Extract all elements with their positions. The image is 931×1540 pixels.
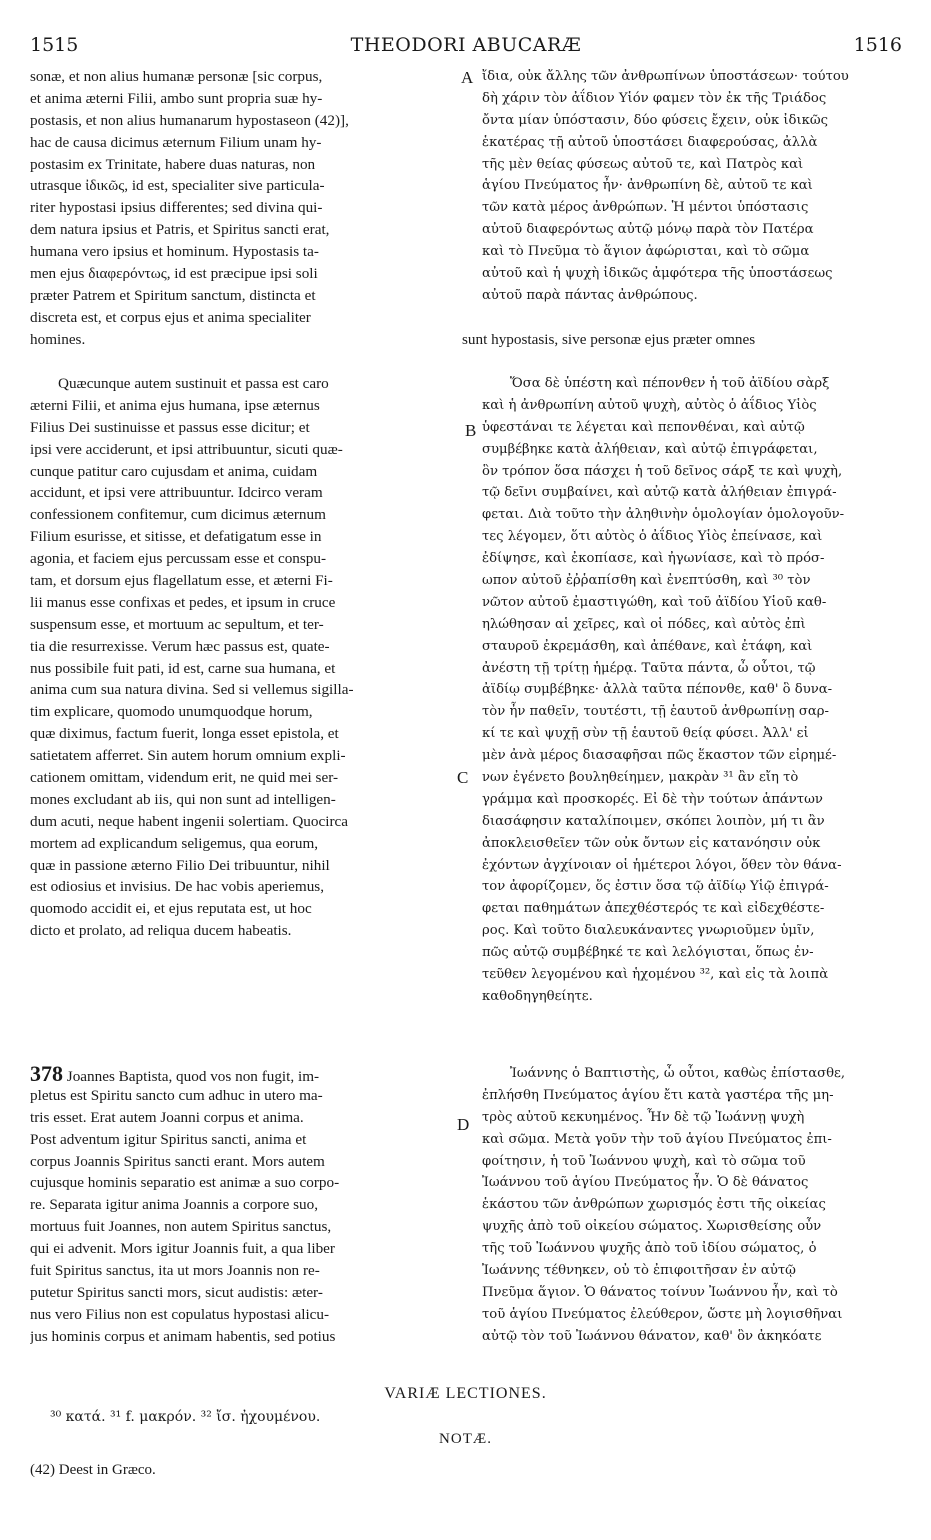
text-line: satietatem afferret. Sin autem horum omnium expli- xyxy=(30,747,346,765)
text-line: putetur Spiritus sancti mors, sicut audistis: æter- xyxy=(30,1283,323,1301)
text-line: ηλώθησαν αἱ χεῖρες, καὶ οἱ πόδες, καὶ αὐτὸς ἐπὶ xyxy=(482,616,806,632)
text-line: ἑκατέρας τῇ αὐτοῦ ὑποστάσει διαφερούσας, ἀλλὰ xyxy=(482,134,818,150)
text-line: Ὅσα δὲ ὑπέστη καὶ πέπονθεν ἡ τοῦ ἀϊδίου σὰρξ xyxy=(510,376,830,391)
text-line: καὶ τὸ Πνεῦμα τὸ ἅγιον ἀφώρισται, καὶ τὸ σῶμα xyxy=(482,244,810,260)
text-line: pletus est Spiritu sancto cum adhuc in utero ma- xyxy=(30,1086,323,1104)
text-line: ἐπλήσθη Πνεύματος ἁγίου ἔτι κατὰ γαστέρα τῆς μη- xyxy=(482,1087,834,1103)
text-line: τῶν κατὰ μέρος ἀνθρώπων. Ἡ μέντοι ὑπόστασις xyxy=(482,200,809,216)
text-line: qui ei advenit. Mors igitur Joannis fuit, a qua liber xyxy=(30,1240,335,1258)
text-line: ἴδια, οὐκ ἄλλης τῶν ἀνθρωπίνων ὑποστάσεων· τούτου xyxy=(482,69,849,84)
latin-block-3 xyxy=(30,1063,455,1348)
text-line: γράμμα καὶ προσκορές. Εἰ δὲ τὴν τούτων ἁπάντων xyxy=(482,791,823,807)
text-line: συμβέβηκε κατὰ ἀλήθειαν, καὶ αὐτῷ ἐπιγράφεται, xyxy=(482,441,818,457)
text-line: Filius Dei sustinuisse et passus esse dicitur; et xyxy=(30,418,310,436)
notae-title: NOTÆ. xyxy=(439,1431,492,1447)
text-line: τῷ δεῖνι συμβαίνει, καὶ αὐτῷ κατὰ ἀλήθειαν ἐπιγρά- xyxy=(482,485,837,501)
text-line: anima cum sua natura divina. Sed si vellemus sigilla- xyxy=(30,681,354,699)
spanning-line xyxy=(462,329,904,351)
text-line: cujusque hominis separatio est animæ a suo corpo- xyxy=(30,1174,340,1192)
text-line: ἀνέστη τῇ τρίτῃ ἡμέρᾳ. Ταῦτα πάντα, ὦ οὗτοι, τῷ xyxy=(482,660,816,676)
text-line: Ἰωάννης ὁ Βαπτιστὴς, ὦ οὗτοι, καθὼς ἐπίστασθε, xyxy=(510,1066,846,1081)
text-line: ἑκάστου τῶν ἀνθρώπων χωρισμός ἐστι τῆς οἰκείας xyxy=(482,1197,826,1213)
text-line: φοίτησιν, ἡ τοῦ Ἰωάννου ψυχὴ, καὶ τὸ σῶμα τοῦ xyxy=(482,1153,806,1169)
text-line: æterni Filii, et anima ejus humana, ipse æternus xyxy=(30,396,320,414)
text-line: est odiosius et invisius. De hac vobis aperiemus, xyxy=(30,878,325,896)
text-line: nus vero Filius non est copulatus hypostasi alicu- xyxy=(30,1305,330,1323)
text-line: postasim ex Trinitate, habere duas naturas, non xyxy=(30,155,316,173)
text-line: τὸν ἦν παθεῖν, τουτέστι, τῇ ἑαυτοῦ ἀνθρωπίνῃ σαρ- xyxy=(482,704,829,720)
text-line: ἐχόντων ἀγχίνοιαν οἱ ἡμέτεροι λόγοι, ὅθεν τὸν θάνα- xyxy=(482,857,842,873)
text-line: lii manus esse confixas et pedes, et ipsum in cruce xyxy=(30,593,336,611)
text-line: nus possibile fuit pati, id est, carne sua humana, et xyxy=(30,659,336,677)
text-line: corpus Joannis Spiritus sancti erant. Mors autem xyxy=(30,1152,325,1170)
text-line: αὐτοῦ διαφερόντως αὐτῷ μόνῳ παρὰ τὸν Πατέρα xyxy=(482,222,814,238)
text-line: Quæcunque autem sustinuit et passa est caro xyxy=(58,375,329,392)
text-line: riter hypostasi ipsius differentes; sed divina qui- xyxy=(30,199,323,217)
text-line: καθοδηγηθείητε. xyxy=(482,988,593,1004)
text-line: quomodo accidit ei, et ejus reputata est, ut hoc xyxy=(30,900,312,918)
text-line: αὐτοῦ παρὰ πάντας ἀνθρώπους. xyxy=(482,287,698,303)
text-line: confessionem confitemur, cum dicimus æternum xyxy=(30,506,326,524)
text-line: αὐτῷ τὸν τοῦ Ἰωάννου θάνατον, καθ' ὃν ἀκηκόατε xyxy=(482,1328,822,1344)
text-line: τες λέγομεν, ὅτι αὐτὸς ὁ ἀΐδιος Υἱὸς ἐπείνασε, καὶ xyxy=(482,529,823,545)
variae-lectiones-text: ³⁰ κατά. ³¹ f. μακρόν. ³² ἴσ. ἠχουμένου. xyxy=(50,1409,321,1425)
text-line: et anima æterni Filii, ambo sunt propria suæ hy- xyxy=(30,89,323,107)
text-line: νων ἐγένετο βουληθείημεν, μακρὰν ³¹ ἂν εἴη τὸ xyxy=(482,770,799,786)
section-number: 378 xyxy=(30,1063,63,1085)
text-line: jus hominis corpus et animam habentis, sed potius xyxy=(30,1327,336,1345)
text-line: καὶ σῶμα. Μετὰ γοῦν τὴν τοῦ ἁγίου Πνεύματος ἐπι- xyxy=(482,1131,832,1147)
text-line: tim explicare, quomodo unumquodque horum, xyxy=(30,703,313,721)
text-line: τῆς τοῦ Ἰωάννου ψυχῆς ἀπὸ τοῦ ἰδίου σώματος, ὁ xyxy=(482,1241,817,1257)
right-column-number: 1516 xyxy=(853,34,902,56)
text-line: πῶς αὐτῷ συμβέβηκέ τε καὶ λελόγισται, ὅπως ἐν- xyxy=(482,945,814,961)
text-line: ὑφεστάναι τε λέγεται καὶ πεπονθέναι, καὶ αὐτῷ xyxy=(482,419,805,435)
text-line: ψυχῆς ἀπὸ τοῦ οἰκείου σώματος. Χωρισθείσης οὖν xyxy=(482,1219,822,1235)
running-title: THEODORI ABUCARÆ xyxy=(350,34,582,56)
page-header xyxy=(30,34,902,68)
text-line: discreta est, et corpus ejus et anima specialiter xyxy=(30,308,311,326)
text-line: νῶτον αὐτοῦ ἐμαστιγώθη, καὶ τοῦ ἀϊδίου Υἱοῦ καθ- xyxy=(482,594,827,610)
text-line: φεται παθημάτων ἀπεχθέστερός τε καὶ εἰδεχθέστε- xyxy=(482,901,825,917)
text-line: quæ diximus, factum fuerit, longa esset epistola, et xyxy=(30,725,339,743)
text-line: mortuus fuit Joannes, non autem Spiritus sanctus, xyxy=(30,1218,332,1236)
text-line: præter Patrem et Spiritum sanctum, distincta et xyxy=(30,286,316,304)
left-column-number: 1515 xyxy=(30,34,79,56)
text-line: ρος. Καὶ τοῦτο διαλευκάναντες γνωριοῦμεν ὑμῖν, xyxy=(482,923,815,939)
text-line: cunque patitur caro cujusdam et anima, cuidam xyxy=(30,462,318,480)
text-line: μὲν ἀνὰ μέρος διασαφῆσαι πῶς ἕκαστον τῶν εἰρημέ- xyxy=(482,748,837,764)
text-line: re. Separata igitur anima Joannis a corpore suo, xyxy=(30,1196,319,1214)
text-line: σταυροῦ ἐκρεμάσθη, καὶ ἀπέθανε, καὶ ἐτάφη, καὶ xyxy=(482,638,813,654)
text-line: humana vero ipsius et hominum. Hypostasis ta- xyxy=(30,243,319,261)
text-line: dicto et prolato, ad reliqua ducem habeatis. xyxy=(30,922,292,940)
latin-block-1 xyxy=(30,66,455,351)
text-line: suspensum esse, et mortuum ac sepultum, et ter- xyxy=(30,615,324,633)
text-line: dum acuti, neque habent ingenii solertiam. Quocirca xyxy=(30,812,348,830)
text-line: cationem omittam, videndum erit, ne quid mei ser- xyxy=(30,769,339,787)
text-line: Πνεῦμα ἅγιον. Ὁ θάνατος τοίνυν Ἰωάννου ἦν, καὶ τὸ xyxy=(482,1284,838,1300)
text-line: τῆς μὲν θείας φύσεως αὐτοῦ τε, καὶ Πατρὸς καὶ xyxy=(482,156,804,172)
margin-marker-d: D xyxy=(457,1115,470,1134)
notae-text: (42) Deest in Græco. xyxy=(30,1462,156,1478)
greek-block-2 xyxy=(482,373,904,1008)
text-line: mones excludant ab iis, qui non sunt ad intelligen- xyxy=(30,790,336,808)
text-line: dem natura ipsius et Patris, et Spiritus sancti erat, xyxy=(30,221,330,239)
text-line: hac de causa dicimus æternum Filium unam hy- xyxy=(30,133,322,151)
text-line: postasis, et non alius humanarum hypostaseon (42)], xyxy=(30,111,349,129)
text-line: tam, et dorsum ejus flagellatum esse, et æterni Fi- xyxy=(30,572,333,590)
text-line: τεῦθεν λεγομένου καὶ ἡχομένου ³², καὶ εἰς τὰ λοιπὰ xyxy=(482,967,829,983)
text-line: sonæ, et non alius humanæ personæ [sic corpus, xyxy=(30,68,323,85)
text-line: τοῦ ἁγίου Πνεύματος ἐλεύθερον, ὥστε μὴ λογισθῆναι xyxy=(482,1306,843,1322)
text-line: men ejus διαφερόντως, id est præcipue ipsi soli xyxy=(30,265,318,283)
text-line: utrasque ἰδικῶς, id est, specialiter sive particula- xyxy=(30,177,325,195)
greek-block-3 xyxy=(482,1063,904,1348)
text-line: δὴ χάριν τὸν ἀΐδιον Υἱόν φαμεν τὸν ἐκ τῆς Τριάδος xyxy=(482,90,827,106)
text-line: ὄντα μίαν ὑπόστασιν, δύο φύσεις ἔχειν, οὐκ ἰδικῶς xyxy=(482,112,829,128)
text-line: quæ in passione æterno Filio Dei tribuuntur, nihil xyxy=(30,856,330,874)
greek-block-1 xyxy=(482,66,904,307)
text-line: ὃν τρόπον ὅσα πάσχει ἡ τοῦ δεῖνος σάρξ τε καὶ ψυχὴ, xyxy=(482,463,843,479)
text-line: κί τε καὶ ψυχῇ σὺν τῇ ἑαυτοῦ θείᾳ φύσει. Ἀλλ' εἰ xyxy=(482,726,809,742)
margin-marker-c: C xyxy=(457,768,469,787)
text-line: ωπον αὐτοῦ ἐῤῥαπίσθη καὶ ἐνεπτύσθη, καὶ ³⁰ τὸν xyxy=(482,573,811,589)
latin-block-2 xyxy=(30,373,455,942)
text-line: Filium esurisse, et sitisse, et defatigatum esse in xyxy=(30,528,322,546)
text-line: ἁγίου Πνεύματος ἦν· ἀνθρωπίνη δὲ, αὐτοῦ τε καὶ xyxy=(482,178,813,194)
text-line: τον ἀφορίζομεν, ὅς ἐστιν ὅσα τῷ ἀϊδίῳ Υἱῷ ἐπιγρά- xyxy=(482,879,829,895)
text-line: accidunt, et ipsi vere attribuuntur. Idcirco veram xyxy=(30,484,323,502)
text-line: Ἰωάννης τέθνηκεν, οὐ τὸ ἐπιφοιτῆσαν ἐν αὐτῷ xyxy=(482,1263,796,1279)
text-line: ἀποκλεισθεῖεν τῶν οὐκ ὄντων εἰς κατανόησιν οὐκ xyxy=(482,835,821,851)
margin-marker-a: A xyxy=(461,68,474,87)
text-line: φεται. Διὰ τοῦτο τὴν ἀληθινὴν ὁμολογίαν ὁμολογοῦν- xyxy=(482,507,845,523)
text-line: homines. xyxy=(30,330,86,348)
text-line: τρὸς αὐτοῦ κεκυημένος. Ἦν δὲ τῷ Ἰωάννῃ ψυχὴ xyxy=(482,1109,805,1125)
text-line: agonia, et faciem ejus percussam esse et conspu- xyxy=(30,550,327,568)
text-line xyxy=(30,1063,455,1085)
text-line: ἀϊδίῳ συμβέβηκε· ἀλλὰ ταῦτα πέπονθε, καθ' ὃ δυνα- xyxy=(482,682,833,698)
text-line: ipsi vere acciderunt, et ipsi attribuuntur, sicuti quæ- xyxy=(30,440,343,458)
text-line: ἐδίψησε, καὶ ἐκοπίασε, καὶ ἠγωνίασε, καὶ τὸ πρόσ- xyxy=(482,551,825,567)
text-line: sunt hypostasis, sive personæ ejus præter omnes xyxy=(462,331,756,348)
text-line: tris esset. Erat autem Joanni corpus et anima. xyxy=(30,1108,304,1126)
text-line: mortem ad explicandum seligemus, qua eorum, xyxy=(30,834,319,852)
text-line: tia die resurrexisse. Verum hæc passus est, quate- xyxy=(30,637,330,655)
text-span: Joannes Baptista, quod vos non fugit, im- xyxy=(66,1068,320,1085)
text-line: αὐτοῦ καὶ ἡ ψυχὴ ἰδικῶς ἀμφότερα τῆς ὑποστάσεως xyxy=(482,266,833,282)
text-line: Post adventum igitur Spiritus sancti, anima et xyxy=(30,1130,307,1148)
text-line: fuit Spiritus sanctus, ita ut mors Joannis non re- xyxy=(30,1262,320,1280)
text-line: Ἰωάννου τοῦ ἁγίου Πνεύματος ἦν. Ὁ δὲ θάνατος xyxy=(482,1175,809,1191)
text-line: καὶ ἡ ἀνθρωπίνη αὐτοῦ ψυχὴ, αὐτὸς ὁ ἀΐδιος Υἱὸς xyxy=(482,397,817,413)
text-line: διασάφησιν καταλίποιμεν, σκόπει λοιπὸν, μή τι ἂν xyxy=(482,813,825,829)
margin-marker-b: B xyxy=(465,421,477,440)
variae-lectiones-title: VARIÆ LECTIONES. xyxy=(384,1385,547,1402)
